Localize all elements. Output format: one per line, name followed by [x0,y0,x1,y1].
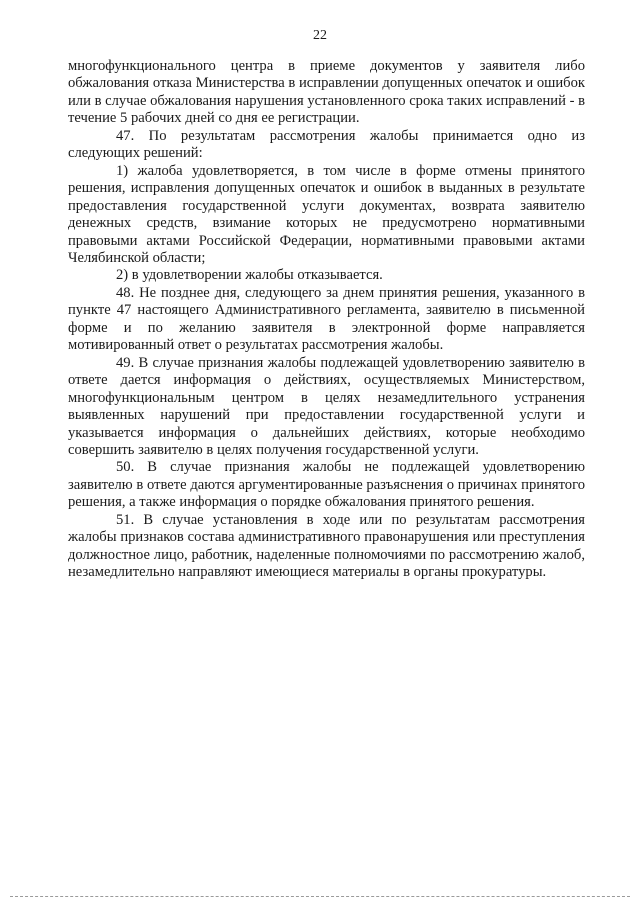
paragraph-51: 51. В случае установления в ходе или по результатам рассмотрения жалобы признаков состава административного правонарушения или преступления должностное лицо, работник, наделенные полномочиями по рассмотрению жалоб, незамедлительно направляют имеющиеся материалы в органы прокуратуры. [68,511,585,581]
paragraph-49: 49. В случае признания жалобы подлежащей удовлетворению заявителю в ответе дается информация о действиях, осуществляемых Министерством, многофункциональным центром в целях незамедлительного устранения выявленных нарушений при предоставлении государственной услуги и указывается информация о дальнейших действиях, которые необходимо совершить заявителю в целях получения государственной услуги. [68,354,585,458]
document-body [68,58,585,582]
paragraph-47-item-1: 1) жалоба удовлетворяется, в том числе в форме отмены принятого решения, исправления допущенных опечаток и ошибок в выданных в результате предоставления государственной услуги документах, возврата заявителю денежных средств, взимание которых не предусмотрено нормативными правовыми актами Российской Федерации, нормативными правовыми актами Челябинской области; [68,162,585,266]
paragraph-47: 47. По результатам рассмотрения жалобы принимается одно из следующих решений: [68,127,585,162]
page-number: 22 [313,28,327,43]
paragraph-47-item-2: 2) в удовлетворении жалобы отказывается. [116,267,383,284]
bottom-divider [10,896,630,897]
paragraph-continuation: многофункционального центра в приеме документов у заявителя либо обжалования отказа Министерства в исправлении допущенных опечаток и ошибок или в случае обжалования нарушения установленного срока таких исправлений - в течение 5 рабочих дней со дня ее регистрации. [68,58,585,127]
paragraph-50: 50. В случае признания жалобы не подлежащей удовлетворению заявителю в ответе даются аргументированные разъяснения о причинах принятого решения, а также информация о порядке обжалования принятого решения. [68,459,585,511]
paragraph-48: 48. Не позднее дня, следующего за днем принятия решения, указанного в пункте 47 настоящего Административного регламента, заявителю в письменной форме и по желанию заявителя в электронной форме направляется мотивированный ответ о результатах рассмотрения жалобы. [68,284,585,354]
